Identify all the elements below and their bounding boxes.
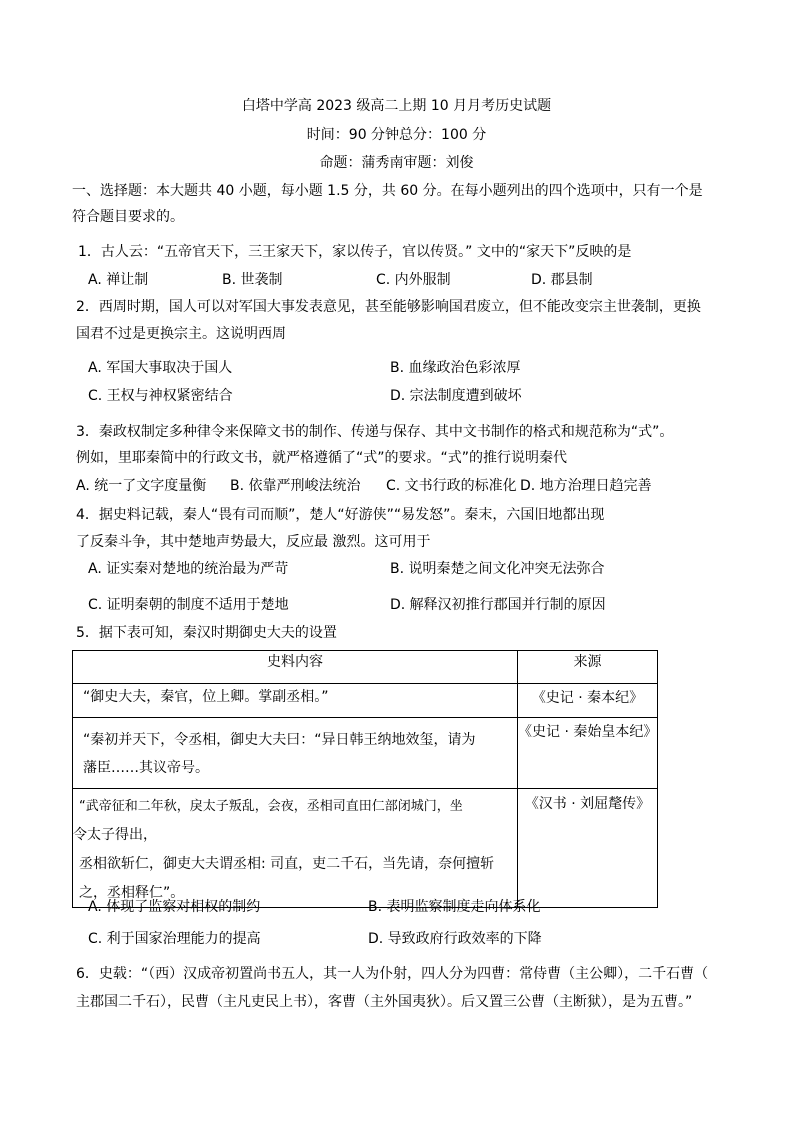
table-row bbox=[73, 684, 658, 718]
table-header-source: 来源 bbox=[518, 651, 658, 684]
q2-option-d: D. 宗法制度遭到破坏 bbox=[390, 388, 522, 404]
q3-option-c: C. 文书行政的标准化 bbox=[386, 478, 517, 494]
table-cell-source: 《史记 · 秦始皇本纪》 bbox=[518, 718, 658, 789]
table-cell-line: 之，丞相释仁”。 bbox=[79, 885, 185, 901]
q5-option-b: B. 表明监察制度走向体系化 bbox=[368, 899, 541, 915]
table-cell-line: “武帝征和二年秋，戾太子叛乱，会夜，丞相司直田仁部闭城门，坐 bbox=[79, 799, 463, 814]
q5-option-c: C. 利于国家治理能力的提高 bbox=[88, 931, 261, 947]
q3-stem-line1: 3．秦政权制定多种律令来保障文书的制作、传递与保存、其中文书制作的格式和规范称为“式”。 bbox=[76, 424, 674, 440]
q3-stem-line2: 例如，里耶秦简中的行政文书，就严格遵循了“式”的要求。“式”的推行说明秦代 bbox=[76, 450, 568, 466]
q5-option-d: D. 导致政府行政效率的下降 bbox=[368, 931, 542, 947]
q2-stem-line1: 2．西周时期，国人可以对军国大事发表意见，甚至能够影响国君废立，但不能改变宗主世袭制，更换 bbox=[76, 299, 701, 315]
table-cell-content bbox=[73, 718, 518, 789]
table-row bbox=[73, 718, 658, 789]
table-cell-content bbox=[73, 789, 518, 908]
q1-option-b: B. 世袭制 bbox=[222, 272, 283, 288]
exam-authors: 命题：蒲秀南审题：刘俊 bbox=[319, 155, 474, 171]
q3-option-d: D. 地方治理日趋完善 bbox=[520, 478, 652, 494]
q5-stem: 5．据下表可知，秦汉时期御史大夫的设置 bbox=[76, 625, 337, 641]
table-cell-source: 《史记 · 秦本纪》 bbox=[518, 684, 658, 718]
table-cell-line: “秦初并天下，令丞相，御史大夫曰：“异日韩王纳地效玺，请为 bbox=[83, 732, 476, 748]
table-header-row bbox=[73, 651, 658, 684]
q4-option-c: C. 证明秦朝的制度不适用于楚地 bbox=[88, 597, 289, 613]
q5-option-a: A. 体现了监察对相权的制约 bbox=[88, 899, 261, 915]
table-row bbox=[73, 789, 658, 908]
q4-stem-line1: 4．据史料记载，秦人“畏有司而顺”，楚人“好游侠”“易发怒”。秦末，六国旧地都出现 bbox=[76, 507, 605, 523]
q3-option-b: B. 依靠严刑峻法统治 bbox=[230, 478, 361, 494]
table-cell-source: 《汉书 · 刘屈氂传》 bbox=[518, 789, 658, 908]
table-cell-line: 丞相欲斩仁，御吏大夫谓丞相: 司直，吏二千石，当先请，奈何擅斩 bbox=[79, 856, 495, 872]
section-instructions-line1: 一、选择题：本大题共 40 小题，每小题 1.5 分，共 60 分。在每小题列出的四个选项中，只有一个是 bbox=[72, 183, 703, 199]
q1-stem: 1．古人云：“五帝官天下，三王家天下，家以传子，官以传贤。” 文中的“家天下”反映的是 bbox=[78, 244, 632, 260]
table-cell-line: “御史大夫，秦官，位上卿。掌副丞相。” bbox=[83, 689, 329, 705]
source-table bbox=[72, 650, 658, 908]
section-instructions-line2: 符合题目要求的。 bbox=[72, 209, 184, 225]
q2-option-b: B. 血缘政治色彩浓厚 bbox=[390, 360, 521, 376]
q6-stem-line1: 6．史载：“（西）汉成帝初置尚书五人，其一人为仆射，四人分为四曹：常侍曹（主公卿），二千石曹（ bbox=[76, 966, 709, 982]
exam-time-info: 时间：90 分钟总分：100 分 bbox=[306, 127, 487, 143]
q1-option-c: C. 内外服制 bbox=[376, 272, 451, 288]
q1-option-a: A. 禅让制 bbox=[88, 272, 149, 288]
table-cell-content bbox=[73, 684, 518, 718]
exam-title: 白塔中学高 2023 级高二上期 10 月月考历史试题 bbox=[241, 98, 552, 114]
table-cell-line: 令太子得出， bbox=[73, 827, 157, 843]
q2-option-c: C. 王权与神权紧密结合 bbox=[88, 388, 233, 404]
table-header-content: 史料内容 bbox=[73, 651, 518, 684]
q2-stem-line2: 国君不过是更换宗主。这说明西周 bbox=[76, 326, 286, 342]
q4-stem-line2: 了反秦斗争，其中楚地声势最大，反应最 激烈。这可用于 bbox=[76, 534, 431, 550]
q4-option-a: A. 证实秦对楚地的统治最为严苛 bbox=[88, 561, 289, 577]
q4-option-d: D. 解释汉初推行郡国并行制的原因 bbox=[390, 597, 606, 613]
q2-option-a: A. 军国大事取决于国人 bbox=[88, 360, 233, 376]
q1-option-d: D. 郡县制 bbox=[531, 272, 593, 288]
q6-stem-line2: 主郡国二千石），民曹（主凡吏民上书），客曹（主外国夷狄）。后又置三公曹（主断狱），是为五曹。” bbox=[76, 994, 693, 1010]
q3-option-a: A. 统一了文字度量衡 bbox=[76, 478, 207, 494]
table-cell-line: 藩臣……其议帝号。 bbox=[83, 760, 209, 776]
q4-option-b: B. 说明秦楚之间文化冲突无法弥合 bbox=[390, 561, 605, 577]
